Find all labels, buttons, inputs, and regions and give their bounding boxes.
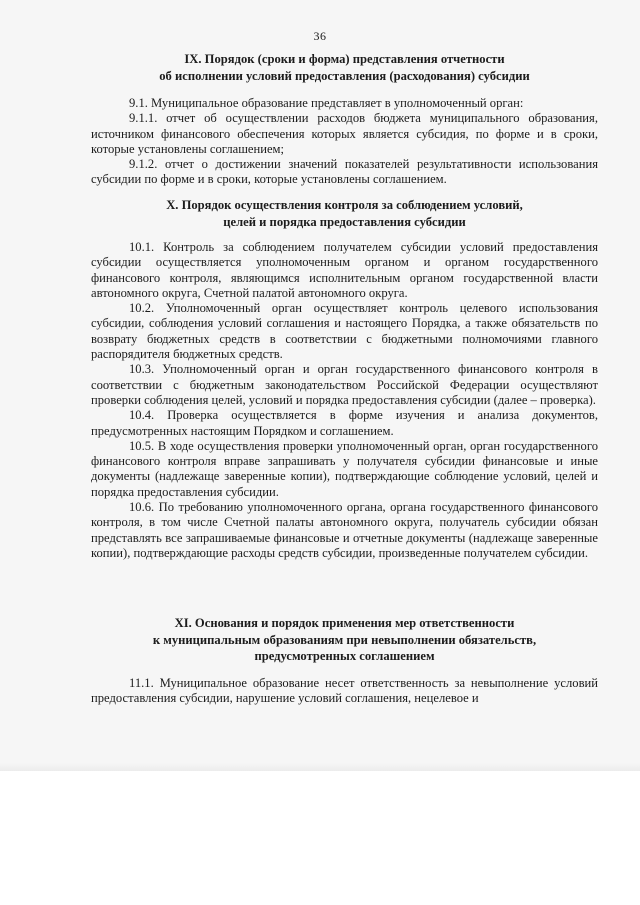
paragraph-10-4: 10.4. Проверка осуществляется в форме изучения и анализа документов, предусмотренных настоящим Порядком и соглашением. — [91, 408, 598, 438]
blank-margin — [0, 771, 640, 905]
section-ix-body — [91, 96, 598, 188]
section-x — [91, 197, 598, 230]
section-xi-body — [91, 676, 598, 707]
paragraph-9-1-1: 9.1.1. отчет об осуществлении расходов бюджета муниципального образования, источником финансового обеспечения которых является субсидия, по форме и в сроки, которые установлены соглашением; — [91, 111, 598, 156]
section-heading — [91, 197, 598, 230]
section-heading — [91, 51, 598, 84]
section-heading-line: предусмотренных соглашением — [254, 649, 435, 663]
paragraph-9-1: 9.1. Муниципальное образование представляет в уполномоченный орган: — [129, 96, 524, 110]
paragraph-11-1: 11.1. Муниципальное образование несет ответственность за невыполнение условий предоставления субсидии, нарушение условий соглашения, нецелевое и — [91, 676, 598, 706]
paragraph-10-2: 10.2. Уполномоченный орган осуществляет контроль целевого использования субсидии, соблюдения условий соглашения и настоящего Порядка, а также обязательств по возврату бюджетных средств в соответствии с бюджетными полномочиями главного распорядителя бюджетных средств. — [91, 301, 598, 362]
paragraph-9-1-2: 9.1.2. отчет о достижении значений показателей результативности использования субсидии по форме и в сроки, которые установлены соглашением. — [91, 157, 598, 187]
page-number: 36 — [313, 29, 327, 43]
section-heading-line: XI. Основания и порядок применения мер ответственности — [174, 616, 515, 630]
section-ix — [91, 51, 598, 84]
section-heading-line: IX. Порядок (сроки и форма) представления отчетности — [184, 52, 505, 66]
section-x-body — [91, 240, 598, 561]
section-heading — [91, 615, 598, 665]
section-xi — [91, 615, 598, 665]
section-heading-line: об исполнении условий предоставления (расходования) субсидии — [159, 68, 530, 83]
section-heading-line: целей и порядка предоставления субсидии — [223, 214, 466, 229]
section-heading-line: к муниципальным образованиям при невыполнении обязательств, — [152, 632, 537, 647]
paragraph-10-3: 10.3. Уполномоченный орган и орган государственного финансового контроля в соответствии с бюджетным законодательством Российской Федерации осуществляют проверки соблюдения целей, условий и порядка предоставления субсидии (далее – проверка). — [91, 362, 598, 407]
paragraph-10-5: 10.5. В ходе осуществления проверки уполномоченный орган, орган государственного финансового контроля вправе запрашивать у получателя субсидии финансовые и иные документы (надлежаще заверенные копии), подтверждающие соблюдение условий, целей и порядка предоставления субсидии. — [91, 438, 598, 499]
section-heading-line: X. Порядок осуществления контроля за соблюдением условий, — [166, 198, 523, 212]
scan-edge — [0, 763, 640, 771]
paragraph-10-6: 10.6. По требованию уполномоченного органа, органа государственного финансового контроля, в том числе Счетной палаты автономного округа, получатель субсидии обязан представлять все запрашиваемые финансовые и отчетные документы (надлежаще заверенные копии), подтверждающие расходы средств субсидии, произведенные получателем субсидии. — [91, 500, 598, 560]
paragraph-10-1: 10.1. Контроль за соблюдением получателем субсидии условий предоставления субсидии осуществляется уполномоченным органом и органом государственного финансового контроля, являющимся исполнительным органом государственной власти автономного округа, Счетной палатой автономного округа. — [91, 240, 598, 300]
